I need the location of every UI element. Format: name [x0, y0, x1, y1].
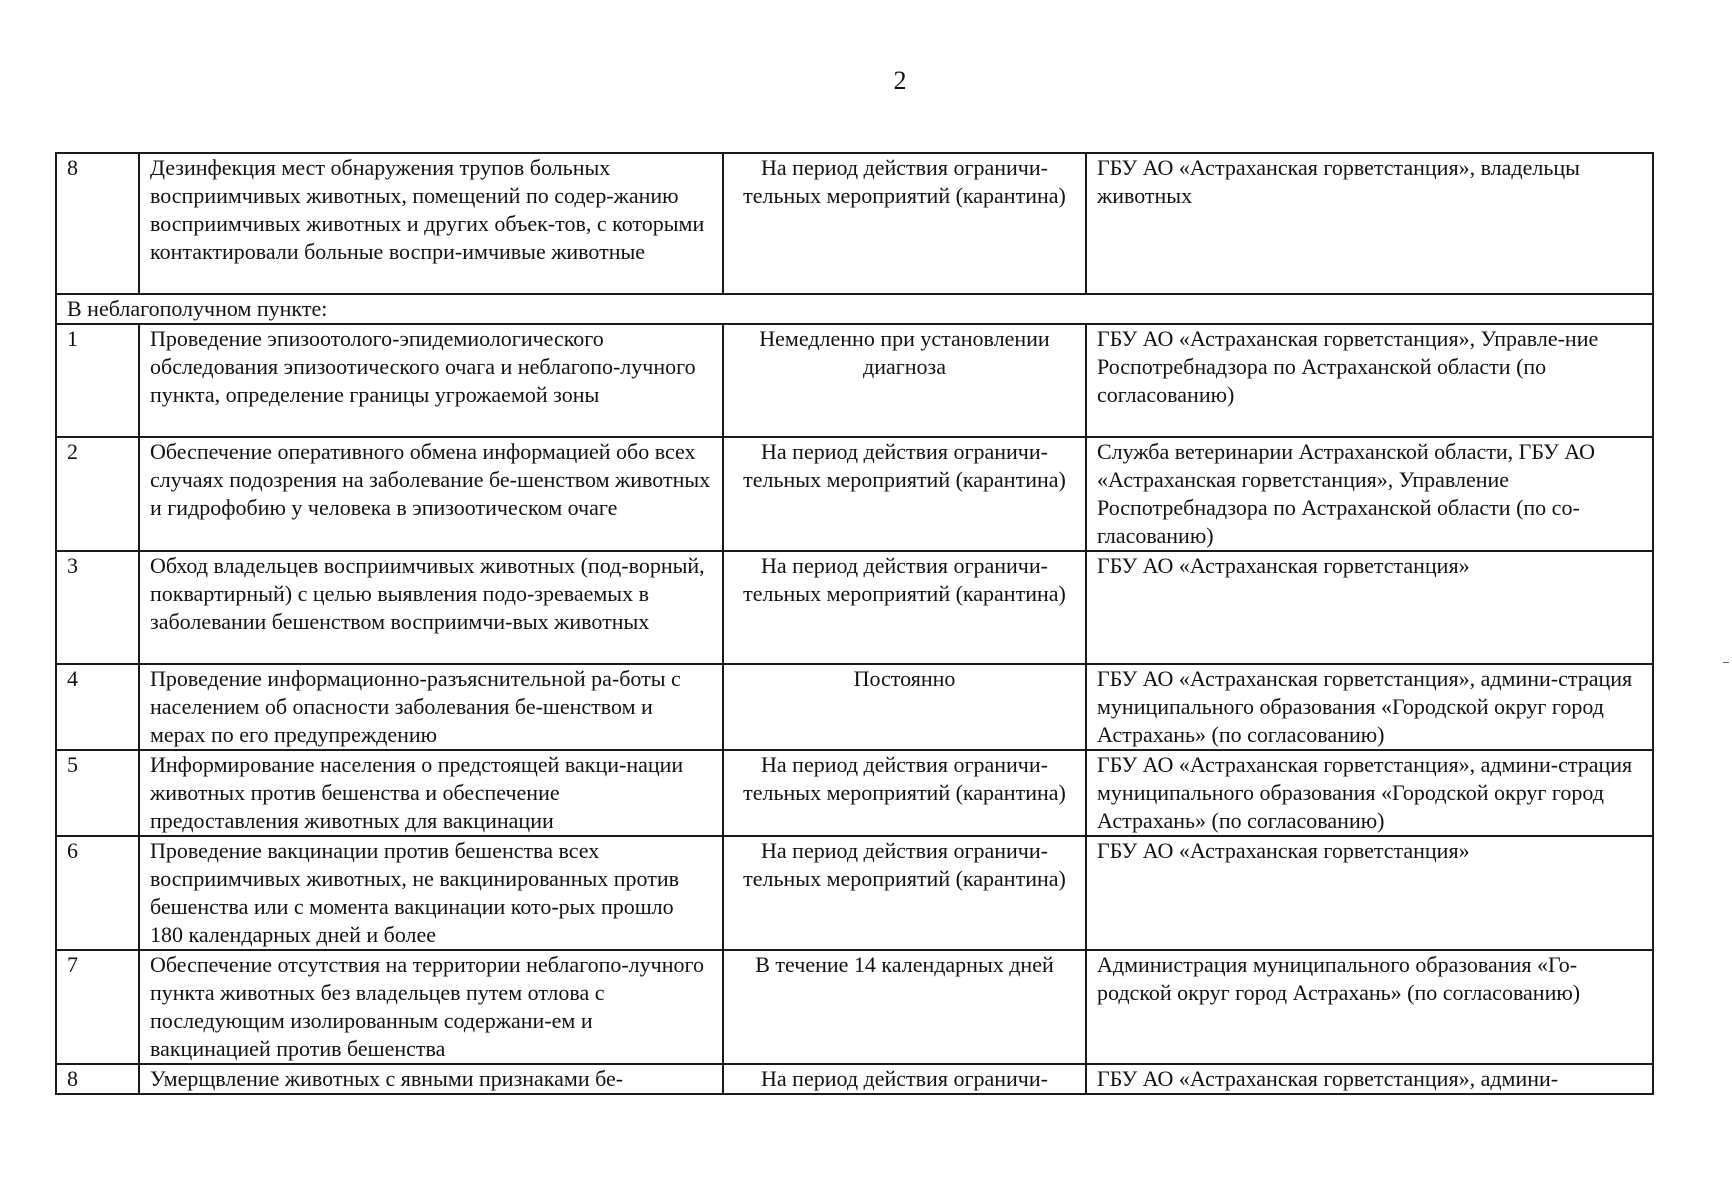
measure-cell: Проведение вакцинации против бешенства всех восприимчивых животных, не вакцинированных против бешенства или с момента вакцинации кото-рых прошло 180 календарных дней и более	[139, 836, 723, 950]
row-number: 7	[56, 950, 139, 1064]
term-cell: На период действия ограничи-тельных мероприятий (карантина)	[723, 750, 1086, 836]
table-row	[56, 551, 1653, 664]
row-number: 8	[56, 1064, 139, 1094]
table-row	[56, 1064, 1653, 1094]
measure-cell: Проведение информационно-разъяснительной ра-боты с населением об опасности заболевания бе-шенством и мерах по его предупреждению	[139, 664, 723, 750]
measure-cell: Обеспечение оперативного обмена информацией обо всех случаях подозрения на заболевание бе-шенством животных и гидрофобию у человека в эпизоотическом очаге	[139, 437, 723, 551]
responsible-cell: ГБУ АО «Астраханская горветстанция», админи-страция муниципального образования «Городской округ город Астрахань» (по согласованию)	[1086, 664, 1653, 750]
table-row	[56, 153, 1653, 294]
responsible-cell: ГБУ АО «Астраханская горветстанция»	[1086, 551, 1653, 664]
term-cell: На период действия ограничи-тельных мероприятий (карантина)	[723, 153, 1086, 294]
row-number: 1	[56, 324, 139, 437]
responsible-cell: ГБУ АО «Астраханская горветстанция», Управле-ние Роспотребнадзора по Астраханской области (по согласованию)	[1086, 324, 1653, 437]
table-row	[56, 664, 1653, 750]
table-row	[56, 324, 1653, 437]
row-number: 6	[56, 836, 139, 950]
term-cell: В течение 14 календарных дней	[723, 950, 1086, 1064]
row-number: 2	[56, 437, 139, 551]
measure-cell: Обход владельцев восприимчивых животных (под-ворный, поквартирный) с целью выявления подо-зреваемых в заболевании бешенством восприимчи-вых животных	[139, 551, 723, 664]
table-row	[56, 750, 1653, 836]
scan-artifact-mark	[1723, 662, 1729, 663]
row-number: 8	[56, 153, 139, 294]
page-number: 2	[893, 66, 907, 95]
row-number: 4	[56, 664, 139, 750]
table-row	[56, 836, 1653, 950]
row-number: 5	[56, 750, 139, 836]
responsible-cell: Служба ветеринарии Астраханской области, ГБУ АО «Астраханская горветстанция», Управление Роспотребнадзора по Астраханской области (по со-гласованию)	[1086, 437, 1653, 551]
responsible-cell: ГБУ АО «Астраханская горветстанция», владельцы животных	[1086, 153, 1653, 294]
responsible-cell: ГБУ АО «Астраханская горветстанция»	[1086, 836, 1653, 950]
term-cell: Немедленно при установлении диагноза	[723, 324, 1086, 437]
measure-cell: Информирование населения о предстоящей вакци-нации животных против бешенства и обеспечение предоставления животных для вакцинации	[139, 750, 723, 836]
term-cell: На период действия ограничи-	[723, 1064, 1086, 1094]
section-title: В неблагополучном пункте:	[56, 294, 1653, 324]
term-cell: На период действия ограничи-тельных мероприятий (карантина)	[723, 551, 1086, 664]
row-number: 3	[56, 551, 139, 664]
term-cell: Постоянно	[723, 664, 1086, 750]
section-row	[56, 294, 1653, 324]
measure-cell: Дезинфекция мест обнаружения трупов больных восприимчивых животных, помещений по содер-жанию восприимчивых животных и других объек-тов, с которыми контактировали больные воспри-имчивые животные	[139, 153, 723, 294]
responsible-cell: ГБУ АО «Астраханская горветстанция», админи-	[1086, 1064, 1653, 1094]
table-row	[56, 437, 1653, 551]
term-cell: На период действия ограничи-тельных мероприятий (карантина)	[723, 836, 1086, 950]
measure-cell: Обеспечение отсутствия на территории неблагопо-лучного пункта животных без владельцев путем отлова с последующим изолированным содержани-ем и вакцинацией против бешенства	[139, 950, 723, 1064]
term-cell: На период действия ограничи-тельных мероприятий (карантина)	[723, 437, 1086, 551]
responsible-cell: Администрация муниципального образования «Го-родской округ город Астрахань» (по согласованию)	[1086, 950, 1653, 1064]
measure-cell: Проведение эпизоотолого-эпидемиологического обследования эпизоотического очага и неблагопо-лучного пункта, определение границы угрожаемой зоны	[139, 324, 723, 437]
measure-cell: Умерщвление животных с явными признаками бе-	[139, 1064, 723, 1094]
table-row	[56, 950, 1653, 1064]
measures-table	[55, 152, 1654, 1095]
responsible-cell: ГБУ АО «Астраханская горветстанция», админи-страция муниципального образования «Городской округ город Астрахань» (по согласованию)	[1086, 750, 1653, 836]
